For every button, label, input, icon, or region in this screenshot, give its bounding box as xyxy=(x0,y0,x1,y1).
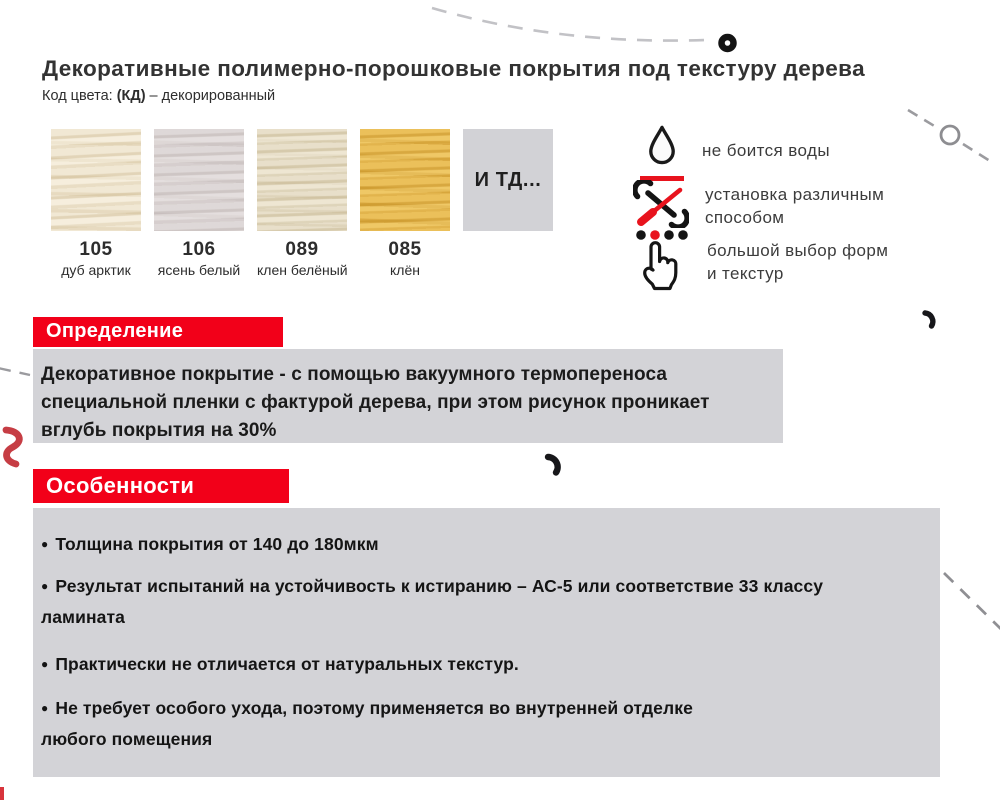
swatch-code: 105 xyxy=(79,239,113,260)
header xyxy=(42,56,865,104)
bullet-maintenance: ● Не требует особого ухода, поэтому применяется во внутренней отделке любого помещения xyxy=(41,698,693,749)
bullet-dot: ● xyxy=(41,537,49,551)
swatch-089 xyxy=(257,129,347,278)
wrench-screwdriver-icon xyxy=(633,180,689,233)
crescent-right xyxy=(925,313,933,326)
features-heading: Особенности xyxy=(33,469,289,503)
subtitle-prefix: Код цвета: xyxy=(42,88,113,104)
definition-text-line: Декоративное покрытие - с помощью вакуумного термопереноса xyxy=(41,364,668,385)
page-title: Декоративные полимерно-порошковые покрытия под текстуру дерева xyxy=(42,56,866,81)
swatch-code: 085 xyxy=(388,239,422,260)
swatch-name: дуб арктик xyxy=(61,262,131,278)
definition-box xyxy=(33,349,783,443)
subtitle-suffix: – декорированный xyxy=(149,88,276,104)
definition-heading: Определение xyxy=(33,317,283,347)
swatch-085 xyxy=(360,129,450,278)
definition-text-line: вглубь покрытия на 30% xyxy=(41,420,277,441)
feature-label: большой выбор форм и текстур xyxy=(707,241,889,283)
color-code-subtitle xyxy=(42,88,865,104)
bullet-dot: ● xyxy=(41,579,49,593)
wood-swatch-image xyxy=(360,129,450,231)
swatch-row xyxy=(51,129,553,278)
bullet-dot: ● xyxy=(41,701,49,715)
feature-water xyxy=(638,122,830,181)
feature-label: не боится воды xyxy=(702,141,830,161)
more-swatches-placeholder: И ТД... xyxy=(463,129,553,231)
swatch-name: клен белёный xyxy=(257,262,348,278)
swatch-more xyxy=(463,129,553,278)
wood-swatch-image xyxy=(257,129,347,231)
swatch-name: клён xyxy=(390,262,420,278)
dashed-line-right-top-2 xyxy=(963,144,990,161)
dashes-left xyxy=(0,368,30,375)
water-drop-icon xyxy=(638,122,686,181)
dashed-line-right-top xyxy=(908,110,936,127)
dashed-curve-top xyxy=(432,8,706,41)
bullet-dot: ● xyxy=(41,657,49,671)
feature-install xyxy=(633,180,884,233)
wood-swatch-image xyxy=(51,129,141,231)
swatch-106 xyxy=(154,129,244,278)
swatch-code: 089 xyxy=(285,239,319,260)
feature-label: установка различным способом xyxy=(705,185,885,227)
definition-text-line: специальной пленки с фактурой дерева, при этом рисунок проникает xyxy=(41,392,710,413)
bullet-abrasion: ● Результат испытаний на устойчивость к истиранию – АС-5 или соответствие 33 классу ламината xyxy=(41,576,824,627)
hand-tap-icon xyxy=(633,229,691,296)
bullet-natural: ● Практически не отличается от натуральных текстур. xyxy=(41,654,519,674)
donut-dot xyxy=(722,37,734,49)
swatch-name: ясень белый xyxy=(157,262,241,278)
dashed-line-bottom-right xyxy=(944,573,1000,632)
ring-right-top xyxy=(941,126,959,144)
swatch-105 xyxy=(51,129,141,278)
red-squiggle-left xyxy=(6,430,19,464)
crescent-middle xyxy=(548,457,558,473)
feature-choice xyxy=(633,229,888,296)
bullet-thickness: ● Толщина покрытия от 140 до 180мкм xyxy=(41,534,379,554)
subtitle-code: (КД) xyxy=(116,88,146,104)
features-box xyxy=(33,508,940,777)
wood-swatch-image xyxy=(154,129,244,231)
swatch-code: 106 xyxy=(182,239,216,260)
